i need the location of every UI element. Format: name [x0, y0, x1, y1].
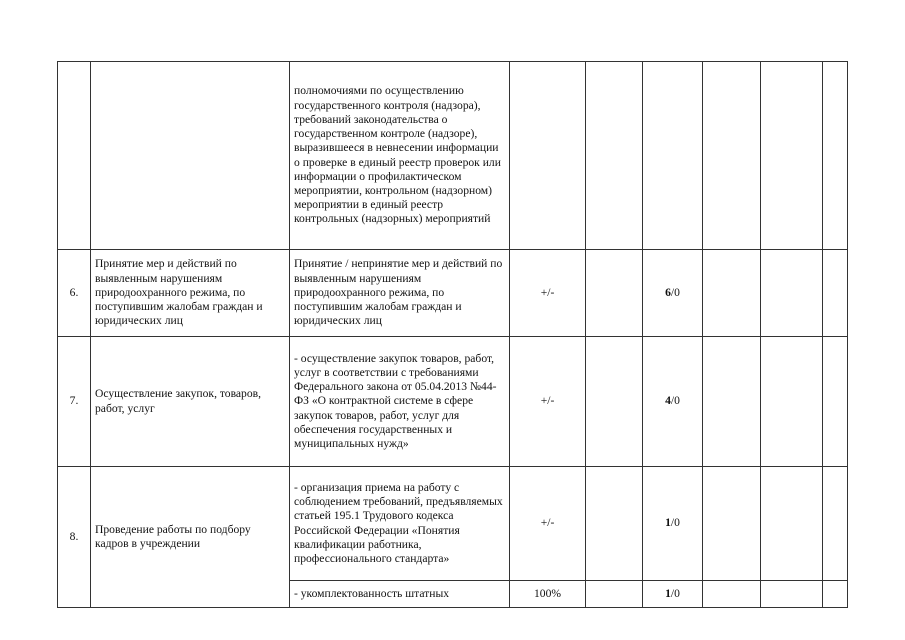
empty-cell [823, 337, 848, 467]
criterion-cell: - укомплектованность штатных [290, 581, 510, 608]
empty-cell [586, 250, 643, 337]
activity-cell: Осуществление закупок, товаров, работ, услуг [91, 337, 290, 467]
criterion-cell: Принятие / непринятие мер и действий по выявленным нарушениям природоохранного режима, по поступившим жалобам граждан и юридических лиц [290, 250, 510, 337]
empty-cell [761, 467, 823, 581]
score-cell: 6/0 [643, 250, 703, 337]
target-cell: 100% [510, 581, 586, 608]
score-cell: 1/0 [643, 467, 703, 581]
table-row [58, 250, 848, 337]
score-cell: 1/0 [643, 581, 703, 608]
empty-cell [703, 62, 761, 250]
empty-cell [823, 467, 848, 581]
empty-cell [823, 62, 848, 250]
activity-cell [91, 62, 290, 250]
score-cell [643, 62, 703, 250]
target-cell: +/- [510, 467, 586, 581]
row-number: 6. [58, 250, 91, 337]
empty-cell [761, 581, 823, 608]
empty-cell [703, 337, 761, 467]
empty-cell [823, 581, 848, 608]
table-row [58, 62, 848, 250]
criterion-cell: - организация приема на работу с соблюдением требований, предъявляемых статьей 195.1 Трудового кодекса Российской Федерации «Понятия квалификации работника, профессионального стандарта» [290, 467, 510, 581]
empty-cell [703, 250, 761, 337]
empty-cell [761, 250, 823, 337]
score-cell: 4/0 [643, 337, 703, 467]
target-cell [510, 62, 586, 250]
evaluation-table [57, 61, 848, 608]
table-row [58, 467, 848, 581]
criterion-cell: - осуществление закупок товаров, работ, услуг в соответствии с требованиями Федерального закона от 05.04.2013 №44-ФЗ «О контрактной системе в сфере закупок товаров, работ, услуг для обеспечения государственных и муниципальных нужд» [290, 337, 510, 467]
empty-cell [823, 250, 848, 337]
criterion-cell: полномочиями по осуществлению государственного контроля (надзора), требований законодательства о государственном контроле (надзоре), выразившееся в невнесении информации о проверке в единый реестр проверок или информации о профилактическом мероприятии, контрольном (надзорном) мероприятии в единый реестр контрольных (надзорных) мероприятий [290, 62, 510, 250]
row-number: 8. [58, 467, 91, 608]
target-cell: +/- [510, 337, 586, 467]
activity-cell: Проведение работы по подбору кадров в учреждении [91, 467, 290, 608]
empty-cell [586, 581, 643, 608]
target-cell: +/- [510, 250, 586, 337]
empty-cell [586, 337, 643, 467]
empty-cell [703, 581, 761, 608]
table-row [58, 337, 848, 467]
empty-cell [703, 467, 761, 581]
empty-cell [761, 62, 823, 250]
empty-cell [586, 467, 643, 581]
row-number: 7. [58, 337, 91, 467]
activity-cell: Принятие мер и действий по выявленным нарушениям природоохранного режима, по поступившим жалобам граждан и юридических лиц [91, 250, 290, 337]
row-number [58, 62, 91, 250]
empty-cell [586, 62, 643, 250]
empty-cell [761, 337, 823, 467]
